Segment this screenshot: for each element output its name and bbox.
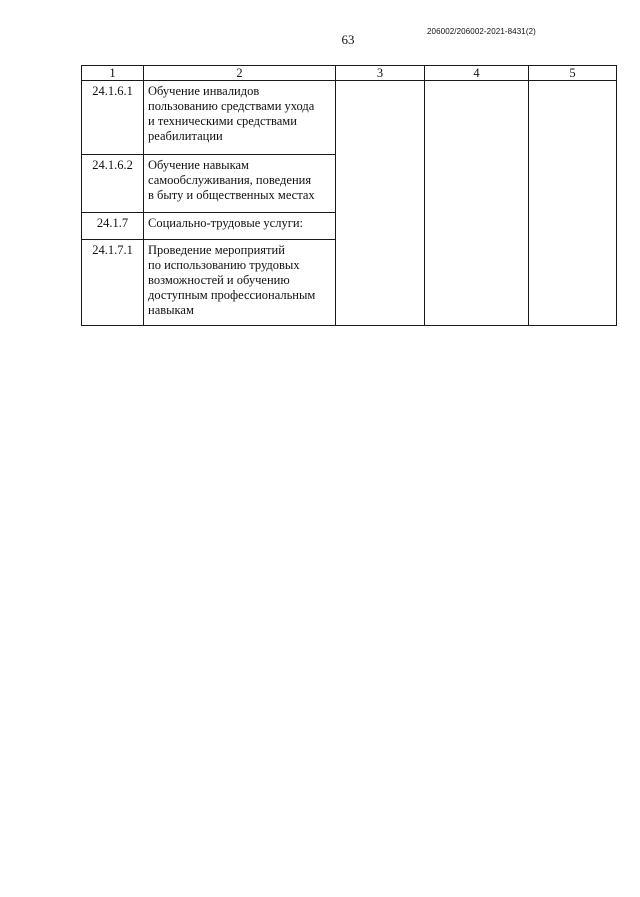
table-row [82,81,617,155]
column-header-2: 2 [144,66,336,81]
row-description [144,155,336,213]
description-line: реабилитации [148,129,223,143]
row-description [144,213,336,240]
row-code: 24.1.6.1 [82,81,144,155]
description-line: пользованию средствами ухода [148,99,315,113]
description-line: по использованию трудовых [148,258,300,272]
description-line: Обучение инвалидов [148,84,260,98]
description-line: самообслуживания, поведения [148,173,312,187]
column-5-cell [529,81,617,326]
services-table [81,65,617,326]
description-line: Обучение навыкам [148,158,249,172]
column-header-5: 5 [529,66,617,81]
row-description [144,240,336,326]
column-header-3: 3 [336,66,425,81]
description-line: возможностей и обучению [148,273,290,287]
row-description [144,81,336,155]
column-3-cell [336,81,425,326]
description-line: в быту и общественных местах [148,188,315,202]
row-code: 24.1.7.1 [82,240,144,326]
column-header-4: 4 [425,66,529,81]
column-header-1: 1 [82,66,144,81]
description-line: доступным профессиональным [148,288,316,302]
description-line: и техническими средствами [148,114,297,128]
row-code: 24.1.7 [82,213,144,240]
page-number: 63 [341,32,355,47]
document-id: 206002/206002-2021-8431(2) [427,27,536,36]
column-4-cell [425,81,529,326]
description-line: Социально-трудовые услуги: [148,216,303,230]
table-header-row [82,66,617,81]
description-line: навыкам [148,303,194,317]
description-line: Проведение мероприятий [148,243,285,257]
row-code: 24.1.6.2 [82,155,144,213]
